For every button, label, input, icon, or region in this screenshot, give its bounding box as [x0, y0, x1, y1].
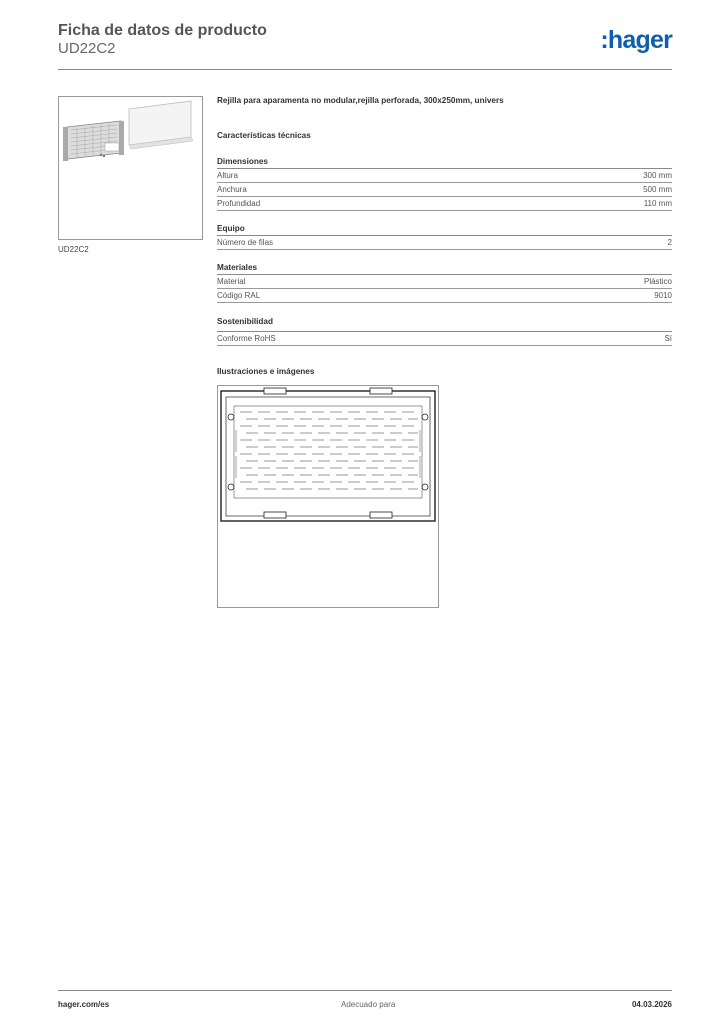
spec-value: 110 mm — [643, 199, 672, 208]
spec-row-profundidad — [217, 197, 672, 211]
spec-row-codigo-ral — [217, 289, 672, 303]
spec-value: 2 — [667, 238, 672, 247]
spec-label: Material — [217, 277, 246, 286]
sustainability-title: Sostenibilidad — [217, 317, 273, 326]
footer-date: 04.03.2026 — [631, 1000, 672, 1009]
spec-value: 9010 — [654, 291, 672, 300]
spec-row-numero-filas — [217, 236, 672, 250]
product-code: UD22C2 — [58, 40, 116, 57]
dimensions-title: Dimensiones — [217, 157, 268, 166]
spec-row-anchura — [217, 183, 672, 197]
spec-label: Anchura — [217, 185, 247, 194]
spec-label: Conforme RoHS — [217, 334, 276, 343]
product-thumbnail — [58, 96, 203, 240]
hager-logo: :hager — [600, 26, 672, 54]
thumbnail-caption: UD22C2 — [58, 245, 89, 254]
grid-drawing-icon — [218, 386, 438, 607]
spec-row-altura — [217, 169, 672, 183]
page-footer — [58, 990, 672, 1014]
spec-label: Profundidad — [217, 199, 261, 208]
spec-value: Plástico — [643, 277, 672, 286]
spec-label: Número de filas — [217, 238, 274, 247]
footer-website-link[interactable]: hager.com/es — [58, 1000, 110, 1009]
spec-value: Sí — [664, 334, 672, 343]
technical-characteristics-title: Características técnicas — [217, 131, 311, 140]
product-photo-icon — [59, 97, 202, 239]
page-header — [58, 22, 672, 70]
technical-drawing — [217, 385, 439, 608]
spec-row-material — [217, 275, 672, 289]
equipment-title: Equipo — [217, 224, 245, 233]
materials-title: Materiales — [217, 263, 258, 272]
spec-value: 300 mm — [643, 171, 672, 180]
spec-value: 500 mm — [643, 185, 672, 194]
illustrations-title: Ilustraciones e imágenes — [217, 367, 315, 376]
footer-note: Adecuado para — [341, 1000, 396, 1009]
spec-row-rohs — [217, 332, 672, 346]
document-title: Ficha de datos de producto — [58, 22, 267, 39]
spec-label: Código RAL — [217, 291, 261, 300]
product-description: Rejilla para aparamenta no modular,rejilla perforada, 300x250mm, univers — [217, 96, 504, 105]
spec-label: Altura — [217, 171, 238, 180]
